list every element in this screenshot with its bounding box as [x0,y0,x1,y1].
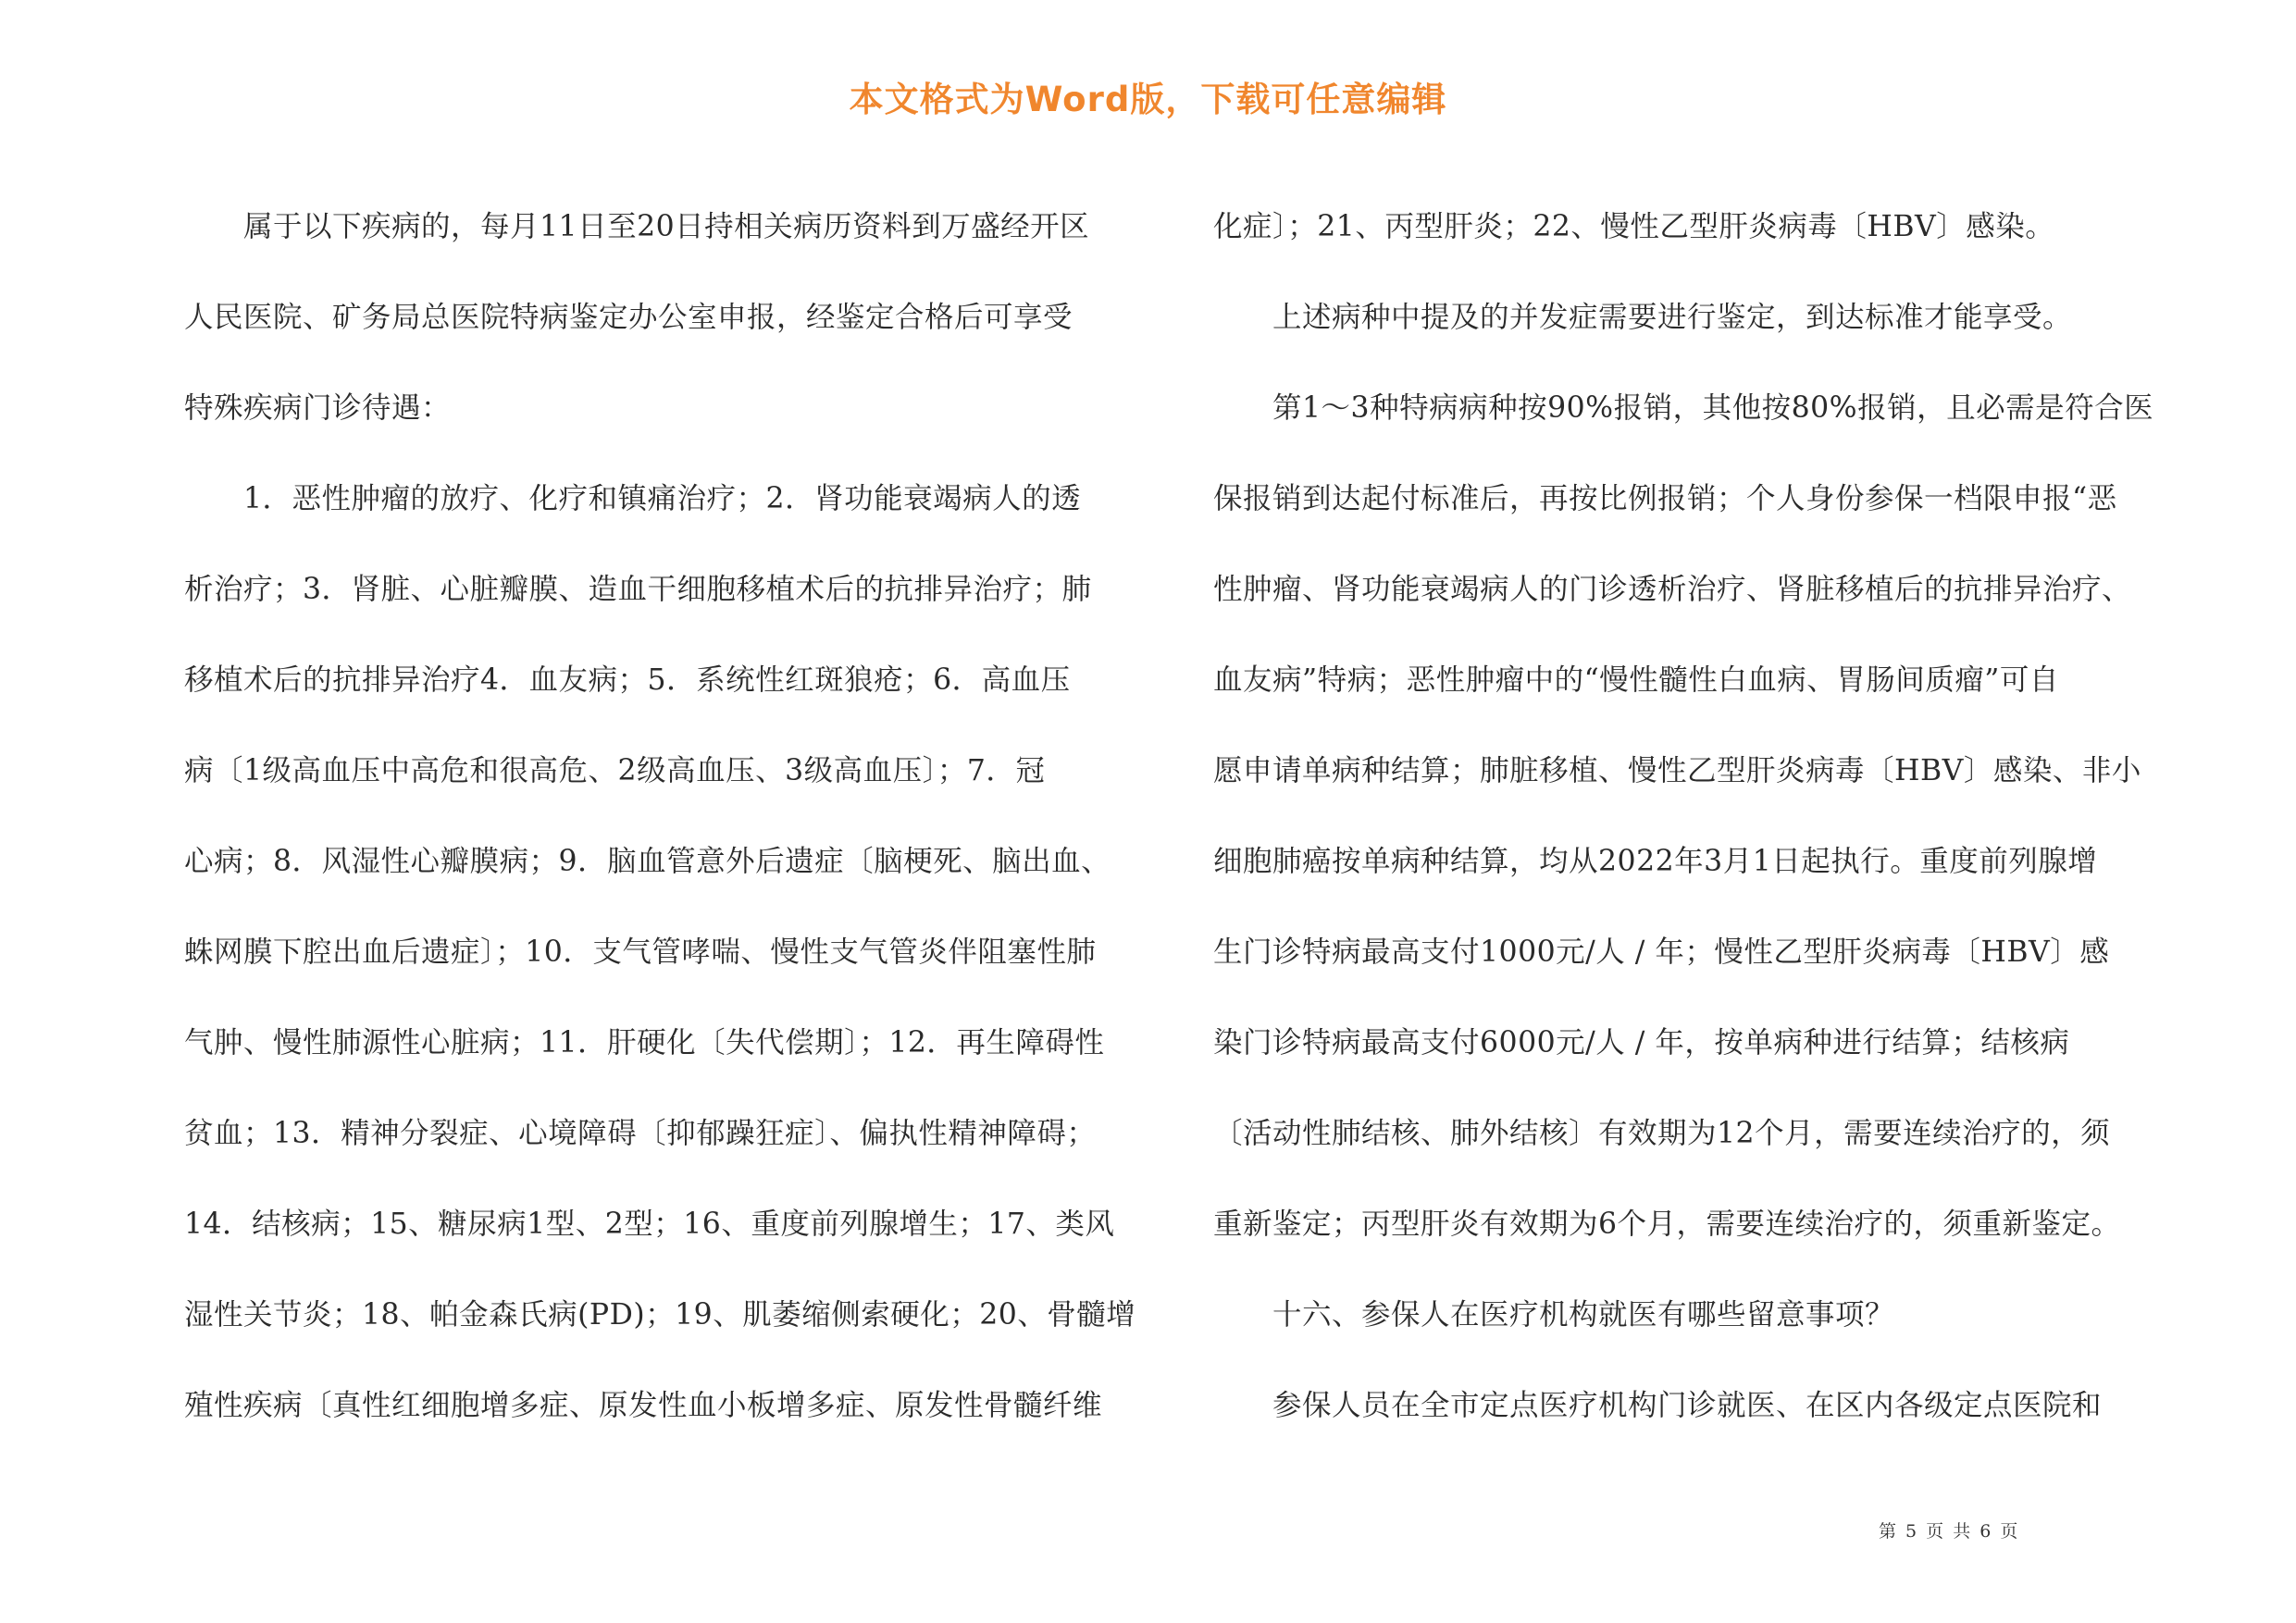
text-line: 血友病”特病；恶性肿瘤中的“慢性髓性白血病、胃肠间质瘤”可自 [1213,663,2059,697]
text-line: 14．结核病；15、糖尿病1型、2型；16、重度前列腺增生；17、类风 [184,1208,1115,1241]
banner-title: 本文格式为Word版，下载可任意编辑 [849,80,1447,119]
page-number: 第 5 页 共 6 页 [1879,1521,2020,1542]
text-line: 殖性疾病〔真性红细胞增多症、原发性血小板增多症、原发性骨髓纤维 [184,1389,1103,1422]
text-line: 愿申请单病种结算；肺脏移植、慢性乙型肝炎病毒〔HBV〕感染、非小 [1213,754,2141,787]
text-line: 细胞肺癌按单病种结算，均从2022年3月1日起执行。重度前列腺增 [1213,845,2098,878]
text-line: 上述病种中提及的并发症需要进行鉴定，到达标准才能享受。 [1213,301,2073,334]
text-line: 〔活动性肺结核、肺外结核〕有效期为12个月，需要连续治疗的，须 [1213,1117,2111,1150]
text-line: 湿性关节炎；18、帕金森氏病(PD)；19、肌萎缩侧索硬化；20、骨髓增 [184,1298,1136,1332]
text-line: 参保人员在全市定点医疗机构门诊就医、在区内各级定点医院和 [1213,1389,2103,1422]
text-line: 十六、参保人在医疗机构就医有哪些留意事项？ [1213,1298,1895,1332]
text-line: 第1～3种特病病种按90%报销，其他按80%报销，且必需是符合医 [1213,391,2154,425]
text-line: 蛛网膜下腔出血后遗症〕；10．支气管哮喘、慢性支气管炎伴阻塞性肺 [184,935,1097,969]
text-line: 析治疗；3．肾脏、心脏瓣膜、造血干细胞移植术后的抗排异治疗；肺 [184,573,1092,606]
text-line: 气肿、慢性肺源性心脏病；11．肝硬化〔失代偿期〕；12．再生障碍性 [184,1026,1105,1059]
right-text-column [1213,181,2185,1451]
text-line: 1．恶性肿瘤的放疗、化疗和镇痛治疗；2．肾功能衰竭病人的透 [184,482,1082,515]
text-line: 特殊疾病门诊待遇： [184,391,452,425]
text-line: 重新鉴定；丙型肝炎有效期为6个月，需要连续治疗的，须重新鉴定。 [1213,1208,2121,1241]
text-line: 染门诊特病最高支付6000元/人 / 年，按单病种进行结算；结核病 [1213,1026,2070,1059]
text-line: 保报销到达起付标准后，再按比例报销；个人身份参保一档限申报“恶 [1213,482,2117,515]
text-line: 生门诊特病最高支付1000元/人 / 年；慢性乙型肝炎病毒〔HBV〕感 [1213,935,2110,969]
text-line: 移植术后的抗排异治疗4．血友病；5．系统性红斑狼疮；6．高血压 [184,663,1071,697]
text-line: 化症〕；21、丙型肝炎；22、慢性乙型肝炎病毒〔HBV〕感染。 [1213,210,2055,243]
text-line: 人民医院、矿务局总医院特病鉴定办公室申报，经鉴定合格后可享受 [184,301,1074,334]
left-text-column [184,181,1156,1451]
text-line: 性肿瘤、肾功能衰竭病人的门诊透析治疗、肾脏移植后的抗排异治疗、 [1213,573,2132,606]
text-line: 病〔1级高血压中高危和很高危、2级高血压、3级高血压〕；7．冠 [184,754,1046,787]
text-line: 属于以下疾病的，每月11日至20日持相关病历资料到万盛经开区 [184,210,1090,243]
text-line: 贫血；13．精神分裂症、心境障碍〔抑郁躁狂症〕、偏执性精神障碍； [184,1117,1097,1150]
text-line: 心病；8．风湿性心瓣膜病；9．脑血管意外后遗症〔脑梗死、脑出血、 [184,845,1111,878]
